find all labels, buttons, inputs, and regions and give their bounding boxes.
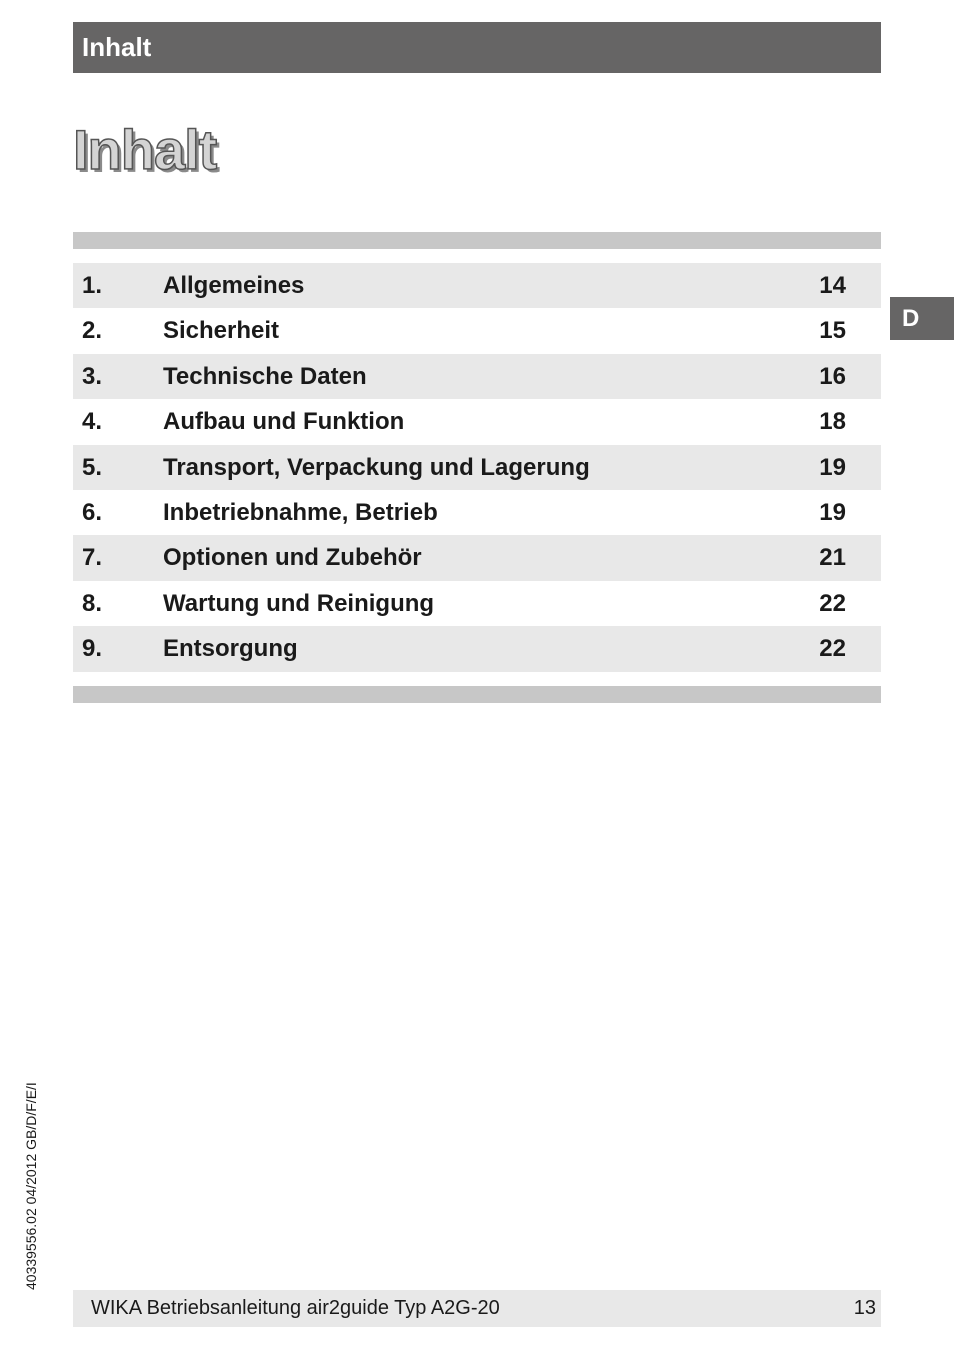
toc-page: 22 xyxy=(819,635,846,663)
toc-row-2[interactable] xyxy=(73,308,881,353)
toc-title: Allgemeines xyxy=(163,272,305,299)
toc-page: 21 xyxy=(819,544,846,572)
section-header-label: Inhalt xyxy=(82,32,152,62)
toc-number: 6. xyxy=(82,498,103,526)
toc-page: 19 xyxy=(819,498,846,526)
page-footer xyxy=(73,1290,881,1327)
toc-row-6[interactable] xyxy=(73,490,881,535)
toc-row-9[interactable] xyxy=(73,626,881,671)
toc-row-5[interactable] xyxy=(73,445,881,490)
table-of-contents xyxy=(73,263,881,672)
toc-row-7[interactable] xyxy=(73,535,881,580)
toc-page: 18 xyxy=(819,408,846,436)
footer-document-title: WIKA Betriebsanleitung air2guide Typ A2G-20 xyxy=(91,1297,500,1319)
toc-row-3[interactable] xyxy=(73,354,881,399)
toc-title: Technische Daten xyxy=(163,362,367,390)
toc-page: 22 xyxy=(819,589,846,617)
toc-number: 1. xyxy=(82,272,103,299)
toc-number: 9. xyxy=(82,635,103,663)
toc-number: 4. xyxy=(82,408,103,436)
toc-title: Transport, Verpackung und Lagerung xyxy=(163,453,590,481)
toc-page: 15 xyxy=(819,317,846,345)
toc-page: 19 xyxy=(819,453,846,481)
toc-row-1[interactable] xyxy=(73,263,881,308)
toc-page: 16 xyxy=(819,362,846,390)
section-header-bar xyxy=(73,22,881,73)
toc-number: 5. xyxy=(82,453,103,481)
toc-row-4[interactable] xyxy=(73,399,881,444)
toc-bottom-rule xyxy=(73,686,881,703)
toc-title: Entsorgung xyxy=(163,635,298,663)
page-title: Inhalt xyxy=(73,118,217,181)
toc-row-8[interactable] xyxy=(73,581,881,626)
toc-page: 14 xyxy=(819,272,846,299)
language-tab: D xyxy=(890,297,954,340)
toc-number: 8. xyxy=(82,589,103,617)
footer-page-number: 13 xyxy=(853,1297,876,1319)
document-code: 40339556.02 04/2012 GB/D/F/E/I xyxy=(23,1082,39,1290)
toc-title: Wartung und Reinigung xyxy=(163,589,435,617)
toc-number: 3. xyxy=(82,362,103,390)
toc-title: Optionen und Zubehör xyxy=(163,544,422,572)
toc-title: Inbetriebnahme, Betrieb xyxy=(163,498,438,526)
toc-number: 2. xyxy=(82,317,103,345)
toc-top-rule xyxy=(73,232,881,249)
toc-number: 7. xyxy=(82,544,103,572)
toc-title: Aufbau und Funktion xyxy=(163,408,405,436)
toc-title: Sicherheit xyxy=(163,317,280,345)
